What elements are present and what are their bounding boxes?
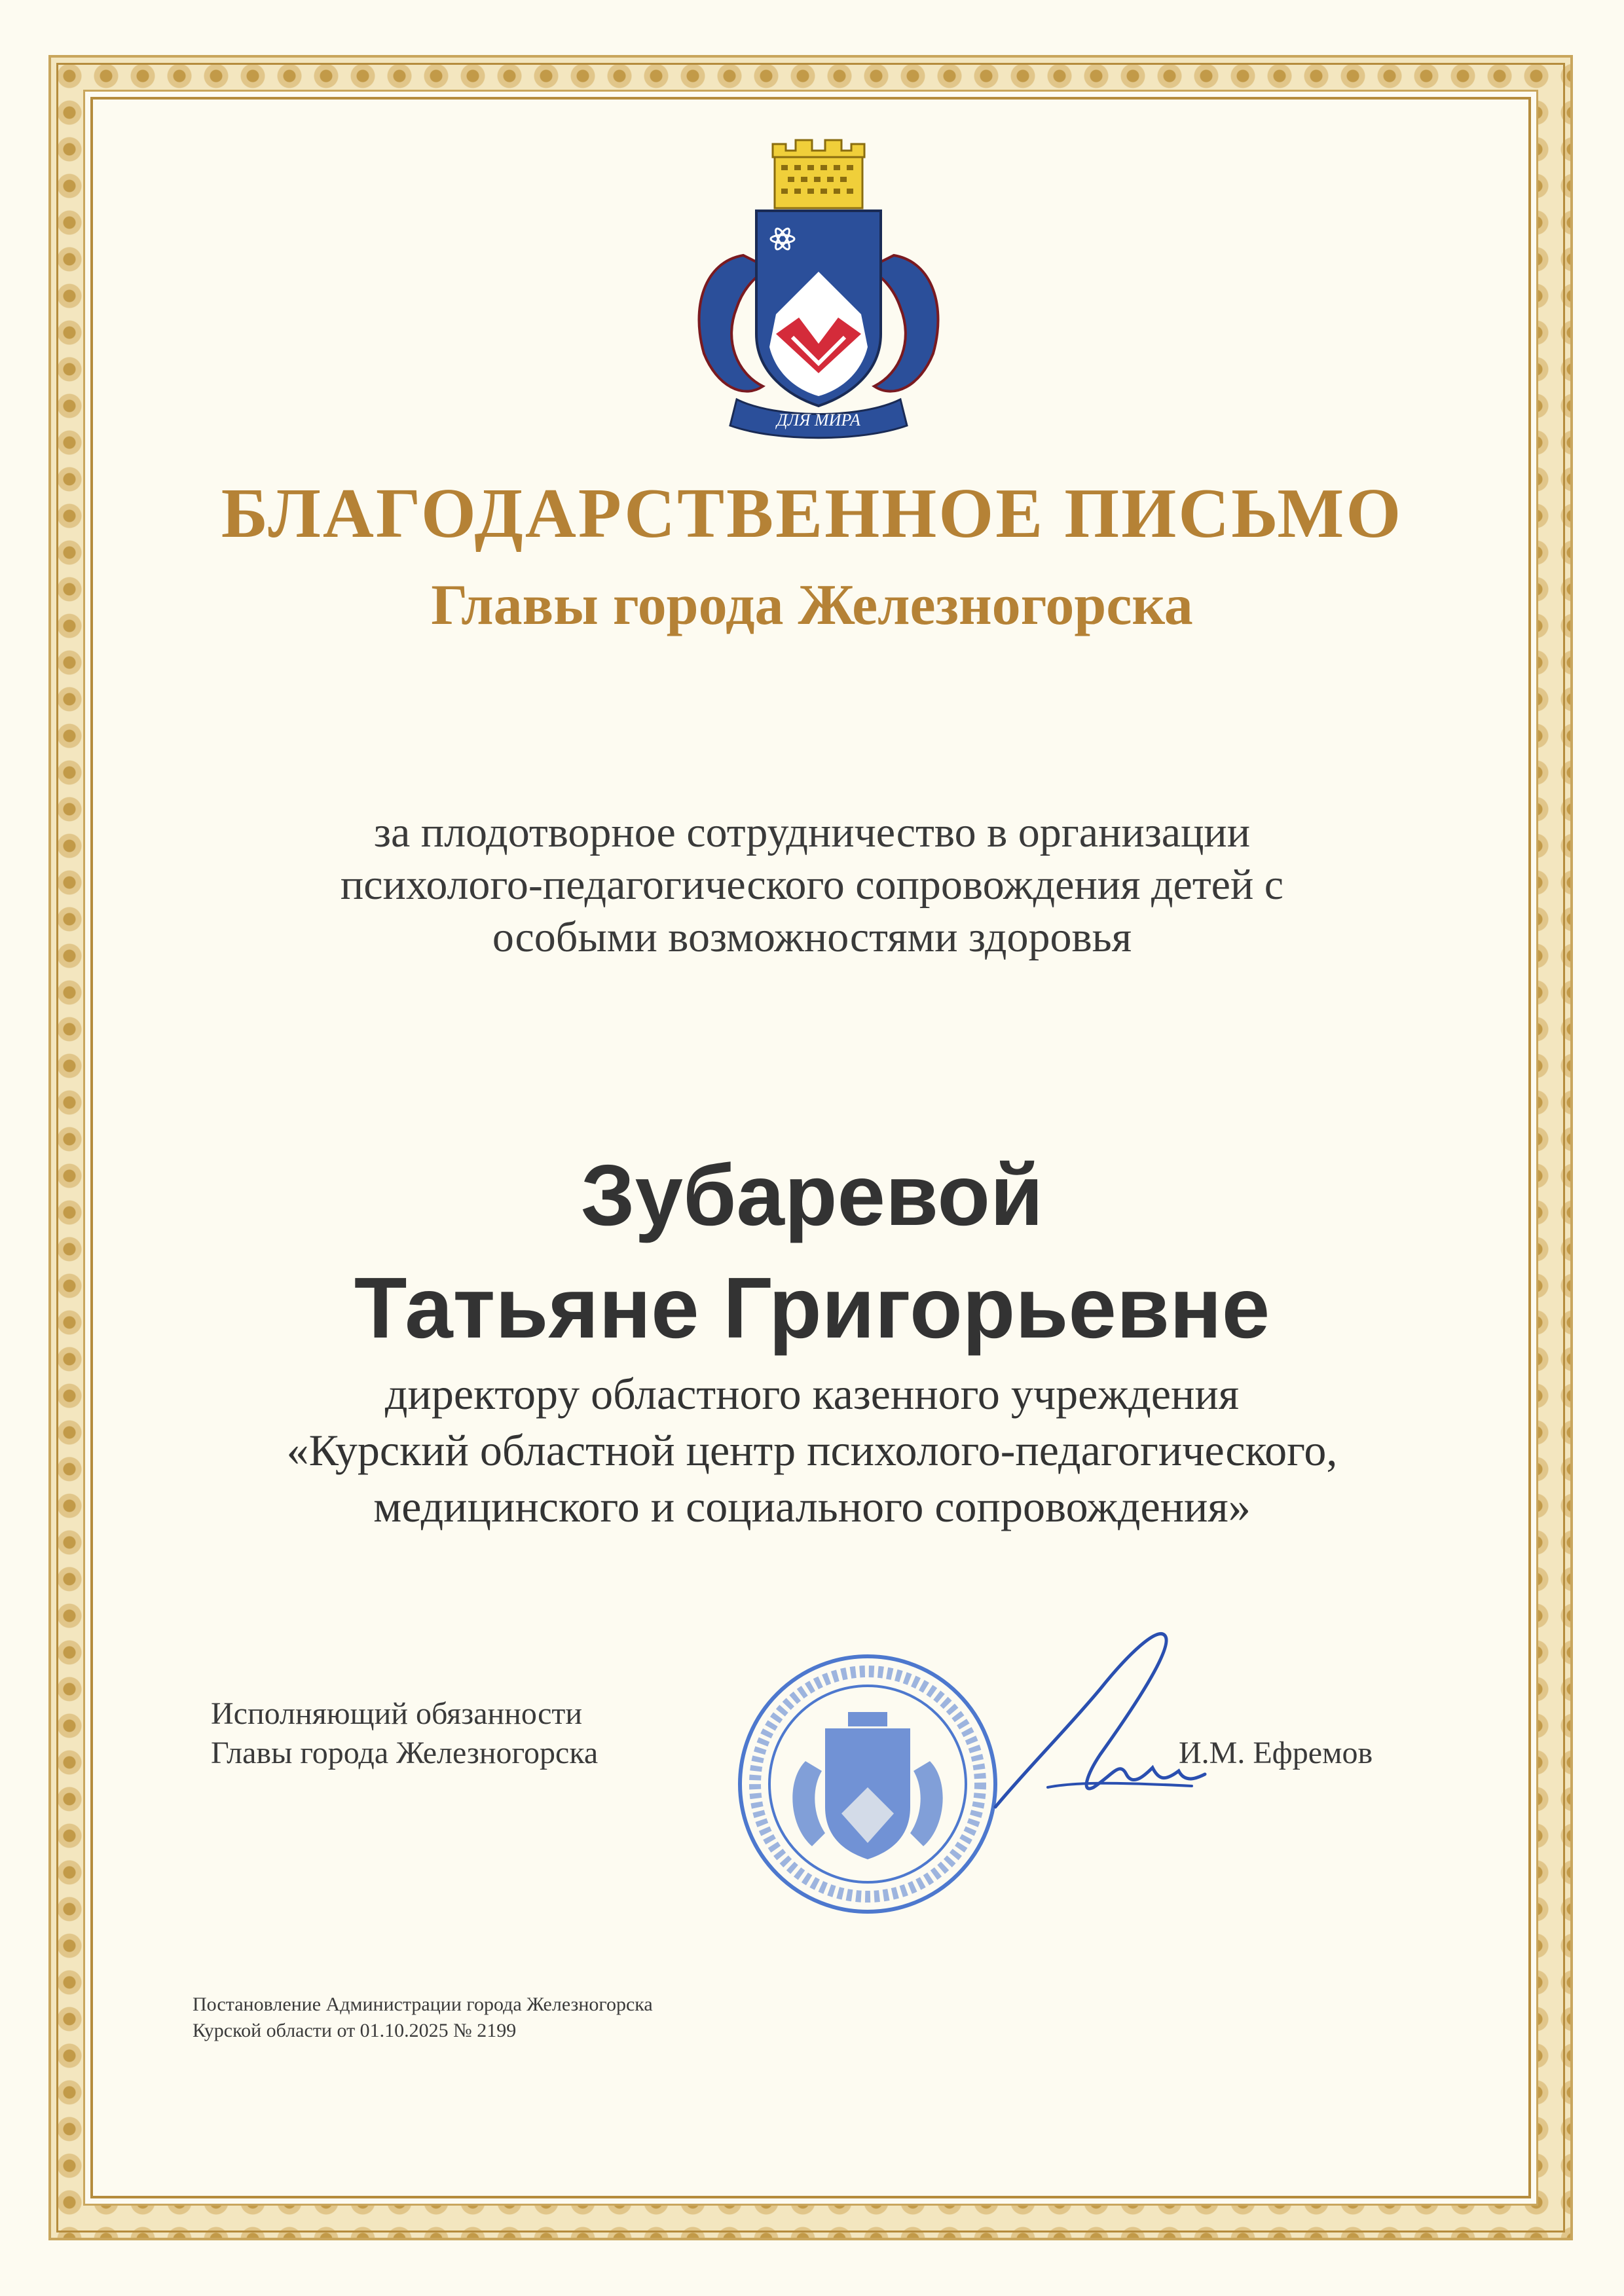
- signer-role-line2: Главы города Железногорска: [211, 1736, 599, 1770]
- recipient-given-names: Татьяне Григорьевне: [354, 1260, 1270, 1356]
- signer-role-line1: Исполняющий обязанности: [211, 1696, 583, 1731]
- handwritten-signature: [969, 1611, 1244, 1833]
- recipient-surname: Зубаревой: [580, 1147, 1044, 1243]
- position-line: директору областного казенного учреждения: [384, 1369, 1240, 1419]
- coat-of-arms-icon: [678, 137, 959, 445]
- recipient-name: [98, 1139, 1526, 1364]
- decree-reference: [193, 1992, 653, 2044]
- recipient-position: [98, 1366, 1526, 1535]
- signer-role: [211, 1694, 598, 1773]
- reason-line: за плодотворное сотрудничество в организации: [373, 809, 1251, 856]
- decree-line2: Курской области от 01.10.2025 № 2199: [193, 2020, 517, 2041]
- certificate-title: БЛАГОДАРСТВЕННОЕ ПИСЬМО: [221, 475, 1403, 553]
- signer-name: И.М. Ефремов: [1179, 1736, 1373, 1770]
- official-seal-icon: [733, 1650, 1002, 1918]
- position-line: медицинского и социального сопровождения»: [373, 1482, 1251, 1531]
- crown-icon: [773, 140, 864, 208]
- certificate-subtitle: Главы города Железногорска: [431, 574, 1193, 637]
- position-line: «Курский областной центр психолого-педагогического,: [286, 1425, 1338, 1475]
- gratitude-reason: [131, 807, 1493, 964]
- emblem-ribbon-text: ДЛЯ МИРА: [777, 410, 860, 429]
- reason-line: психолого-педагогического сопровождения детей с: [340, 861, 1284, 909]
- decree-line1: Постановление Администрации города Железногорска: [193, 1994, 653, 2015]
- reason-line: особыми возможностями здоровья: [492, 913, 1132, 961]
